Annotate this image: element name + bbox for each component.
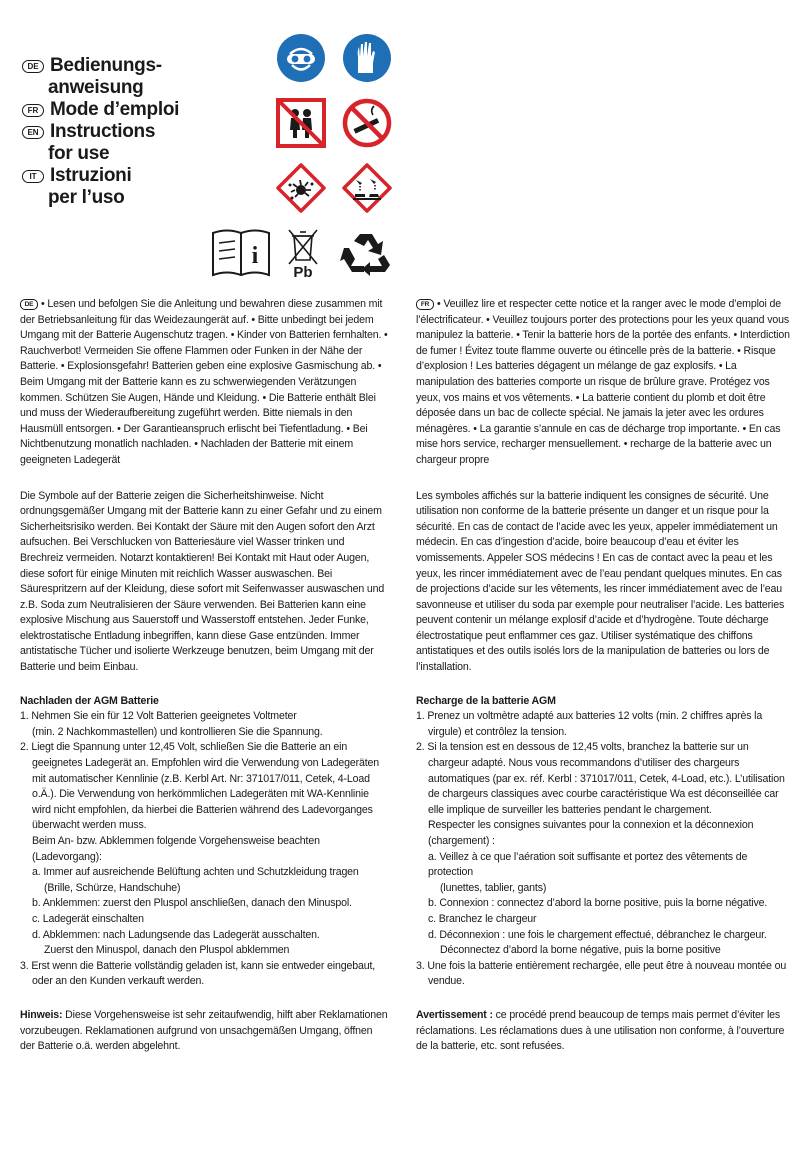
disposal-pb-icon [285,227,321,279]
german-column [20,297,388,1065]
de-step-c: c. Ladegerät einschalten [32,912,144,925]
de-note [20,1008,388,1055]
no-smoking-icon [342,98,392,148]
de-intro-text: • Lesen und befolgen Sie die Anleitung und bewahren diese zusammen mit der Betriebsanleitung für das Weidezaungerät auf. • Bitte unbedingt bei jedem Umgang mit der Batterie Augenschutz tragen. • Kinder von Batterien fernhalten. • Rauchverbot! Vermeiden Sie offene Flammen oder Funken in der Nähe der Batterie. • Explosionsgefahr! Batterien geben eine explosive Gasmischung ab. • Beim Umgang mit der Batterie kann es zu schwerwiegenden Verätzungen kommen. Schützen Sie Augen, Hände und Kleidung. • Die Batterie enthält Blei und muss der Wiederaufbereitung zugeführt werden. Bitte niemals in den Hausmüll entsorgen. • Der Garantieanspruch erlischt bei Tiefentladung. • Bei Nichtbenutzung monatlich nachladen. • Nachladen der Batterie mit einem geeigneten Ladegerät [20,298,388,466]
recycle-icon [340,228,392,278]
fr-step-d: d. Déconnexion : une fois le chargement effectué, débranchez le chargeur. [428,928,767,941]
de-note-label: Hinweis: [20,1008,63,1021]
title-it [22,165,212,187]
de-symbols-text: Die Symbole auf der Batterie zeigen die Sicherheitshinweise. Nicht ordnungsgemäßer Umgang mit der Batterie kann zu einer Gefahr und zu einem Sicherheitsrisiko werden. Bei Kontakt der Säure mit den Augen sofort den Arzt aufsuchen. Bei Verschlucken von Batteriesäure viel Wasser trinken und Brechreiz vermeiden. Notarzt kontaktieren! Bei Kontakt mit Haut oder Augen, diese sofort für einige Minuten mit reichlich Wasser auswaschen. Bei Säurespritzern auf der Kleidung, diese sofort mit Seifenwasser auswaschen und z.B. Soda zum Neutralisieren der Säure verwenden. Bei Batterien kann eine explosive Mischung aus Sauerstoff und Wasserstoff entstehen. Jeder Funke, elektrostatische Entladung inbegriffen, kann diese Gase entzünden. Immer antistatische Tücher und isolierte Werkzeuge benutzen, beim Umgang mit der Batterie und beim Einbau. [20,489,385,674]
de-step-1: 1. Nehmen Sie ein für 12 Volt Batterien geeignetes Voltmeter [20,710,297,723]
title-it-line2-text: per l’uso [48,187,125,208]
de-step-3: 3. Erst wenn die Batterie vollständig geladen ist, kann sie entweder eingebaut, oder an den Kunden verkauft werden. [20,959,376,988]
de-step-2: 2. Liegt die Spannung unter 12,45 Volt, schließen Sie die Batterie an ein geeignetes Ladegerät an. Empfohlen wird die Verwendung von Ladegeräten mit automatischer Kennlinie (z.B. Kerbl Art. Nr: 371017/011, Cetek, 4-Load o.Ä.). Die Verwendung von herkömmlichen Ladegeräten mit WA-Kennlinie wird nicht empfohlen, da hierbei die Batterien während des Ladevorganges überwacht werden muss. [20,741,380,832]
de-heading: Nachladen der AGM Batterie [20,694,159,707]
lang-badge-it: IT [22,170,44,183]
fr-heading: Recharge de la batterie AGM [416,694,556,707]
title-it-line2 [22,187,212,209]
de-note-text: Diese Vorgehensweise ist sehr zeitaufwendig, hilft aber Reklamationen vorzubeugen. Reklamationen aufgrund von unsachgemäßen Umgang, öffnen der Batterie o.ä. werden abgelehnt. [20,1008,388,1053]
title-en-line1: Instructions [50,121,156,142]
title-fr [22,99,212,121]
corrosive-icon [342,163,392,213]
de-step-1b: (min. 2 Nachkommastellen) und kontrollieren Sie die Spannung. [32,725,323,738]
fr-badge: FR [416,299,434,310]
manual-info-icon [210,227,272,279]
fr-intro-text: • Veuillez lire et respecter cette notice et la ranger avec le mode d’emploi de l’électrificateur. • Veuillez toujours porter des protections pour les yeux quand vous manipulez la batterie. • Tenir la batterie hors de la portée des enfants. • Interdiction de fumer ! Évitez toute flamme ouverte ou étincelle près de la batterie. • Risque d’explosion ! Les batteries dégagent un mélange de gaz explosifs. • La manipulation des batteries comporte un risque de brûlure grave. Protégez vos yeux, vos mains et vos vêtements. • La batterie contient du plomb et doit être déposée dans un bac de collecte spécial. Ne jamais la jeter avec les ordures ménagères. • La garantie s’annule en cas de décharge trop importante. • En cas mise hors service, recharger mensuellement. • recharge de la batterie avec un chargeur propre [416,298,790,466]
no-children-icon [276,98,326,148]
lang-badge-de: DE [22,60,44,73]
gloves-icon [342,33,392,83]
de-step-2c: (Ladevorgang): [32,850,102,863]
de-step-d: d. Abklemmen: nach Ladungsende das Ladegerät ausschalten. [32,928,320,941]
info-letter: i [251,243,259,269]
fr-note-text: ce procédé prend beaucoup de temps mais permet d’éviter les réclamations. Les réclamations dues à une utilisation non conforme, à l’ouverture de la batterie, etc. sont refusées. [416,1008,785,1053]
title-fr-line1: Mode d’emploi [50,99,180,120]
fr-step-2b: Respecter les consignes suivantes pour la connexion et la déconnexion (chargement) : [428,819,754,847]
de-badge: DE [20,299,38,310]
de-intro [20,297,388,469]
eye-protection-icon [276,33,326,83]
fr-step-a: a. Veillez à ce que l’aération soit suffisante et portez des vêtements de protection [428,850,748,879]
lang-badge-fr: FR [22,104,44,117]
de-step-2b: Beim An- bzw. Abklemmen folgende Vorgehensweise beachten [32,835,320,847]
pb-label: Pb [293,264,313,279]
fr-note-label: Avertissement : [416,1008,493,1021]
fr-step-a2: (lunettes, tablier, gants) [440,881,547,894]
lang-badge-en: EN [22,126,44,139]
de-step-b: b. Anklemmen: zuerst den Pluspol anschließen, danach den Minuspol. [32,897,352,910]
fr-step-2: 2. Si la tension est en dessous de 12,45 volts, branchez la batterie sur un chargeur adapté. Nous vous recommandons d’utiliser des chargeurs automatiques (par ex. réf. Kerbl : 371017/011, Cetek, 4-Load, etc.). L’utilisation de chargeurs classiques avec courbe caractéristique Wa est déconseillée car elle implique de surveiller les batteries pendant le chargement. [416,741,785,816]
fr-step-c: c. Branchez le chargeur [428,912,537,925]
de-step-d2: Zuerst den Minuspol, danach den Pluspol abklemmen [44,944,290,957]
fr-step-d2: Déconnectez d’abord la borne négative, puis la borne positive [440,944,721,957]
title-de-line2 [22,77,212,99]
fr-symbols-text: Les symboles affichés sur la batterie indiquent les consignes de sécurité. Une utilisation non conforme de la batterie présente un danger et un risque pour la sécurité. En cas de contact de l’acide avec les yeux, appeler immédiatement un médecin. En cas d’ingestion d’acide, boire beaucoup d’eau et éviter les vomissements. Appeler SOS médecins ! En cas de contact avec la peau et les yeux, les rincer immédiatement avec de l’eau pendant quelques minutes. En cas de projections d’acide sur les vêtements, les rincer immédiatement avec de l’eau savonneuse et utiliser du soda par exemple pour neutraliser l’acide. Les batteries peuvent contenir un mélange explosif d’acide et d’hydrogène. Toute décharge électrostatique peut enflammer ces gaz. Utiliser systématique des chiffons antistatiques et des outils isolés lors de la manipulation de batteries ou lors de l’installation. [416,489,785,674]
title-de-line2-text: anweisung [48,77,144,98]
french-column [416,297,792,1065]
fr-intro [416,297,792,469]
fr-step-b: b. Connexion : connectez d’abord la borne positive, puis la borne négative. [428,897,768,910]
title-en-line2 [22,143,212,165]
explosive-icon [276,163,326,213]
fr-note [416,1008,792,1055]
title-en-line2-text: for use [48,143,110,164]
de-step-a2: (Brille, Schürze, Handschuhe) [44,881,181,894]
title-block [22,55,212,209]
title-de-line1: Bedienungs- [50,55,162,76]
de-step-a: a. Immer auf ausreichende Belüftung achten und Schutzkleidung tragen [32,866,359,879]
fr-step-3: 3. Une fois la batterie entièrement rechargée, elle peut être à nouveau montée ou vendue. [416,959,787,988]
title-de [22,55,212,77]
fr-step-1: 1. Prenez un voltmètre adapté aux batteries 12 volts (min. 2 chiffres après la virgule) et contrôlez la tension. [416,710,763,738]
title-it-line1: Istruzioni [50,165,132,186]
title-en [22,121,212,143]
